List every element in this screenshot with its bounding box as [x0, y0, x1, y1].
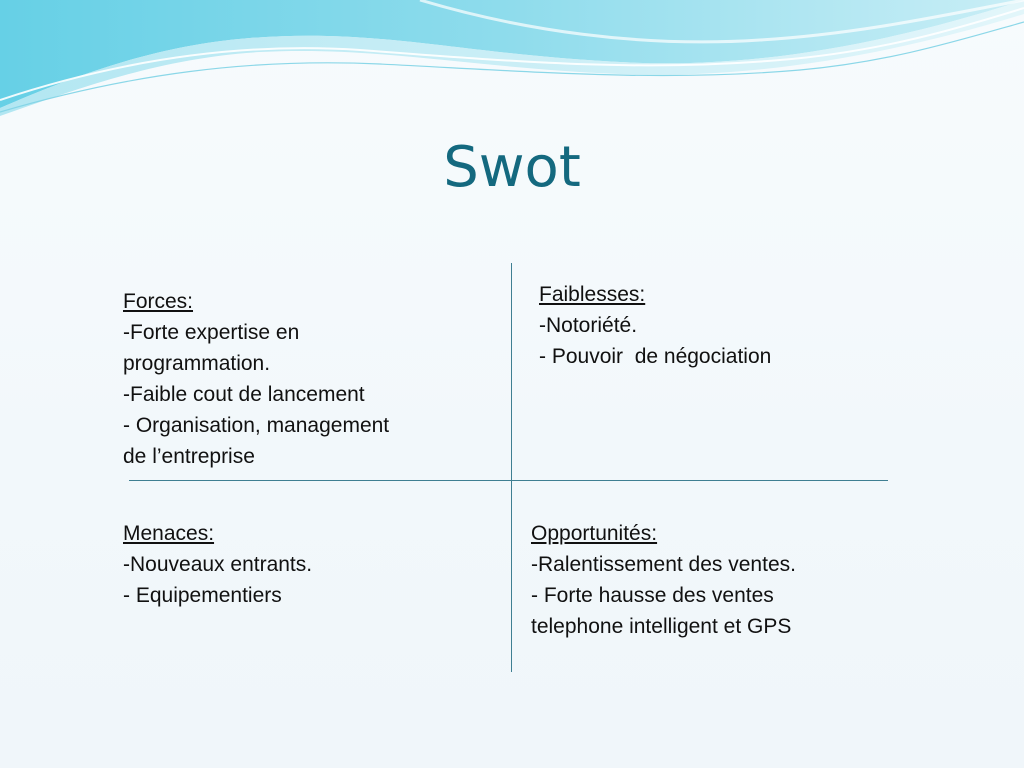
- forces-line: de l’entreprise: [123, 445, 255, 468]
- opportunites-line: - Forte hausse des ventes: [531, 584, 774, 607]
- faiblesses-line: -Notoriété.: [539, 314, 638, 337]
- faiblesses-line: - Pouvoir de négociation: [539, 345, 772, 368]
- slide-title: Swot: [443, 135, 581, 200]
- opportunites-line: telephone intelligent et GPS: [531, 615, 792, 638]
- quadrant-faiblesses: [539, 279, 771, 372]
- horizontal-divider: [129, 480, 888, 481]
- menaces-line: -Nouveaux entrants.: [123, 553, 313, 576]
- forces-line: -Faible cout de lancement: [123, 383, 365, 406]
- quadrant-opportunites: [531, 518, 796, 642]
- menaces-line: - Equipementiers: [123, 584, 282, 607]
- forces-heading: Forces:: [123, 290, 194, 313]
- forces-line: programmation.: [123, 352, 271, 375]
- decorative-wave-banner: [0, 0, 1024, 130]
- quadrant-forces: [123, 286, 389, 472]
- menaces-heading: Menaces:: [123, 522, 215, 545]
- quadrant-menaces: [123, 518, 312, 611]
- faiblesses-heading: Faiblesses:: [539, 283, 646, 306]
- opportunites-line: -Ralentissement des ventes.: [531, 553, 796, 576]
- vertical-divider: [511, 263, 512, 672]
- opportunites-heading: Opportunités:: [531, 522, 658, 545]
- forces-line: - Organisation, management: [123, 414, 390, 437]
- forces-line: -Forte expertise en: [123, 321, 300, 344]
